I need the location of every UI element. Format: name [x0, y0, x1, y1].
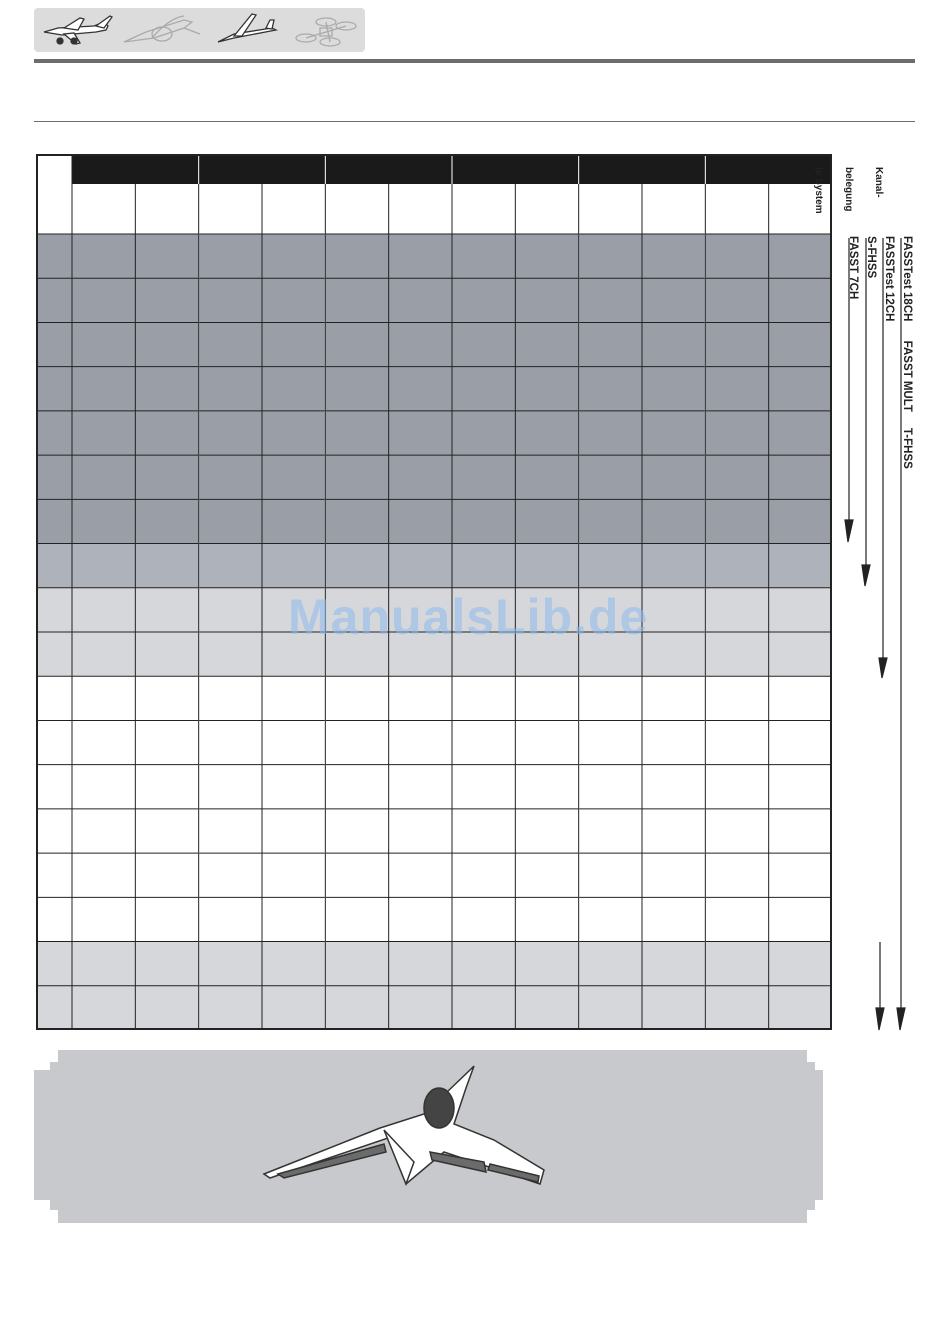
- model-type-icon-strip: [34, 8, 365, 52]
- side-heading-line-1: Kanal-: [873, 167, 884, 198]
- table-row: [36, 765, 832, 809]
- system-label-fasstest-18ch: FASSTest 18CH FASST MULT T-FHSS: [901, 236, 913, 469]
- table-row: [36, 676, 832, 720]
- side-heading: [803, 167, 903, 214]
- table-row: [36, 809, 832, 853]
- system-label-fasstest-12ch: FASSTest 12CH: [883, 236, 895, 322]
- watermark: ManualsLib.de: [288, 589, 649, 645]
- table-row: [36, 411, 832, 455]
- table-row: [36, 234, 832, 278]
- header-rule: [34, 59, 915, 63]
- table-row: [36, 278, 832, 322]
- plane-icon: [44, 16, 112, 44]
- header-divider: [34, 121, 915, 122]
- table-row: [36, 942, 832, 986]
- table-row: [36, 367, 832, 411]
- table-row: [36, 853, 832, 897]
- sailplane-icon: [218, 14, 276, 42]
- side-heading-line-2: belegung: [843, 167, 854, 212]
- table-row: [36, 544, 832, 588]
- table-row: [36, 897, 832, 941]
- system-range-arrows: [840, 230, 920, 1040]
- table-row: [36, 720, 832, 764]
- multicopter-icon: [296, 18, 356, 46]
- jet-banner: [34, 1050, 831, 1223]
- table-row: [36, 499, 832, 543]
- side-heading-line-3: je System: [813, 167, 824, 214]
- system-label-fasst-7ch: FASST 7CH: [847, 236, 859, 300]
- table-row: [36, 986, 832, 1030]
- table-row: [36, 322, 832, 366]
- table-row: [36, 455, 832, 499]
- system-label-s-fhss: S-FHSS: [865, 236, 877, 279]
- glider-icon: [124, 16, 200, 42]
